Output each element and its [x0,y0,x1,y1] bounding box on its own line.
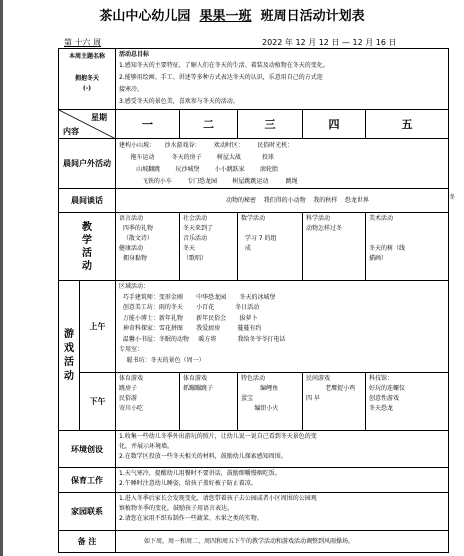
teaching-tue-text: 社会活动 冬天来到了 音乐活动 冬天 （歌唱） [183,215,214,262]
goals-text: 1.感知冬天的主要特征，了解人们在冬天的生活、着装及动植物在冬天的变化。 2.能够用绘画、手工、讲述等多种方式表达冬天的认识，乐意用自己的方式迎 接寒冷。 3.感受冬天的景色美，喜欢参与冬天的活动。 [119,62,329,105]
talk-text: 动物的秘密 我们得的小动物 我的秋样 恐龙世界 [226,196,369,204]
day-mon: 一 [116,110,180,139]
outdoor-cell [116,139,449,189]
game-pm-mon [116,373,180,431]
teaching-tue [180,213,238,281]
day-thu: 四 [303,110,366,139]
game-pm-label: 下午 [80,373,116,431]
goals-cell [116,49,449,110]
teaching-thu [303,213,366,281]
talk-label: 晨间谈话 [59,189,116,213]
day-fri: 五 [366,110,449,139]
teaching-fri-text: 美术活动 冬天的树（线 描画） [369,215,406,262]
goals-title: 活动总目标 [119,51,150,58]
theme-label: 本周主题名称 [69,53,106,60]
game-pm-tue [180,373,238,431]
environment-label: 环境创设 [59,431,116,468]
game-am-text: 区域活动： 巧手建筑师：变形金刚 中华恐龙园 冬天的冰城堡 创意美工坊：雨的冬天 小百花 冬日活动 万能小博士：新年礼物 新年民俗会 拔萝卜 神奇科探家：雪花拼图 我爱厨房 蔓蔓有约 温馨小书屋：冬眠的动物 暖方将 我给冬爷爷打电话 专用室： 聪书坊：冬天的景色（周一） [119,283,286,364]
kindergarten-name: 茶山中心幼儿园 [99,9,191,24]
care-text: 1.天气寒冷，提醒幼儿用餐时不要讲话，鼓励细嚼慢咽吃饭。 2.午睡时注意幼儿睡姿，给孩子盖好被子防止着凉。 [119,470,281,487]
outdoor-label: 晨间户外活动 [59,139,116,189]
outdoor-line-4: 飞铁的小车 专门恐龙园 树屋跳跳运动 跳绳 [119,178,298,185]
day-tue: 二 [180,110,238,139]
corner-content: 内容 [63,126,79,136]
environment-text: 1.收集一些幼儿冬季外出游玩的照片，让幼儿说一说自己看到冬天景色的变 化，并展示环境墙。 2.在数学区投放一些冬天相关的材料，鼓励幼儿探索感知周围。 [119,433,317,460]
outdoor-line-2: 拖车运动 冬天的房子 树屋大战 投球 [119,154,274,161]
family-cell [116,493,449,531]
game-pm-thu-text: 民间游戏 老鹰捉小鸡 四 早 [306,375,356,402]
corner-weekday: 星期 [91,112,107,122]
theme-cell [59,49,116,110]
family-label: 家园联系 [59,493,116,531]
side-note: 冬 [449,194,456,201]
game-am-cell [116,281,449,373]
teaching-wed-text: 数学活动 学习 7 的组 成 [241,215,277,252]
teaching-mon [116,213,180,281]
week-label: 第 十六 周 [64,38,102,47]
theme-name: 拥抱冬天 (-) [75,75,100,92]
class-name: 果果一班 [199,9,252,24]
corner-cell [59,110,116,139]
plan-table [58,48,449,553]
title-suffix: 班周日活动计划表 [260,9,365,24]
game-pm-wed [238,373,303,431]
week-line [64,37,424,48]
care-label: 保育工作 [59,468,116,493]
game-pm-tue-text: 体育游戏 抓蹦蹦跳子 [183,375,214,392]
outdoor-line-3: 山坡翻跳 玩沙城堡 小小跳跃家 滚轮胎 [119,166,278,173]
game-pm-fri-text: 科技馆： 好玩的连螺仪 创意性游戏 冬天恐龙 [369,375,406,412]
page-title [0,5,464,24]
game-pm-mon-text: 体育游戏 跳房子 民俗游 寄川小吃 [119,375,144,412]
teaching-wed [238,213,303,281]
environment-cell [116,431,449,468]
game-am-label: 上午 [80,281,116,373]
teaching-thu-text: 科学活动 动物怎样过冬 [306,215,343,232]
teaching-mon-text: 语言活动 四季的礼物 （散文诗） 健康活动 拥身黏物 [119,215,153,262]
game-pm-wed-text: 特色活动 编鲤鱼 蛋宝 编织小火 [241,375,279,412]
care-cell [116,468,449,493]
date-range: 2022 年 12 月 12 日 — 12 月 16 日 [262,38,397,47]
talk-cell [116,189,449,213]
remark-text: 如下周，周一和周二、周四和周五下午的教学活动和游戏活动调整到风雨操场。 [144,537,355,545]
remark-label: 备 注 [59,531,116,553]
game-label: 游 戏 活 动 [59,281,80,431]
day-wed: 三 [238,110,303,139]
game-pm-thu [303,373,366,431]
teaching-label: 教 学 活 动 [59,213,116,281]
family-text: 1.进入冬季后家长会发现变化，请您带着孩子去公园或者小区周围的公园观 察植物冬季的变化，鼓励孩子用语言表达。 2.请您在家用不织布制作一些蔬菜、水果之类的实物。 [119,495,317,522]
page-edge-line [0,0,3,556]
game-pm-fri [366,373,449,431]
outdoor-line-1: 建构小山坡： 沙水游戏谷： 欢动时区： 民俗时光机： [119,142,294,149]
remark-cell [116,531,449,553]
teaching-fri [366,213,449,281]
